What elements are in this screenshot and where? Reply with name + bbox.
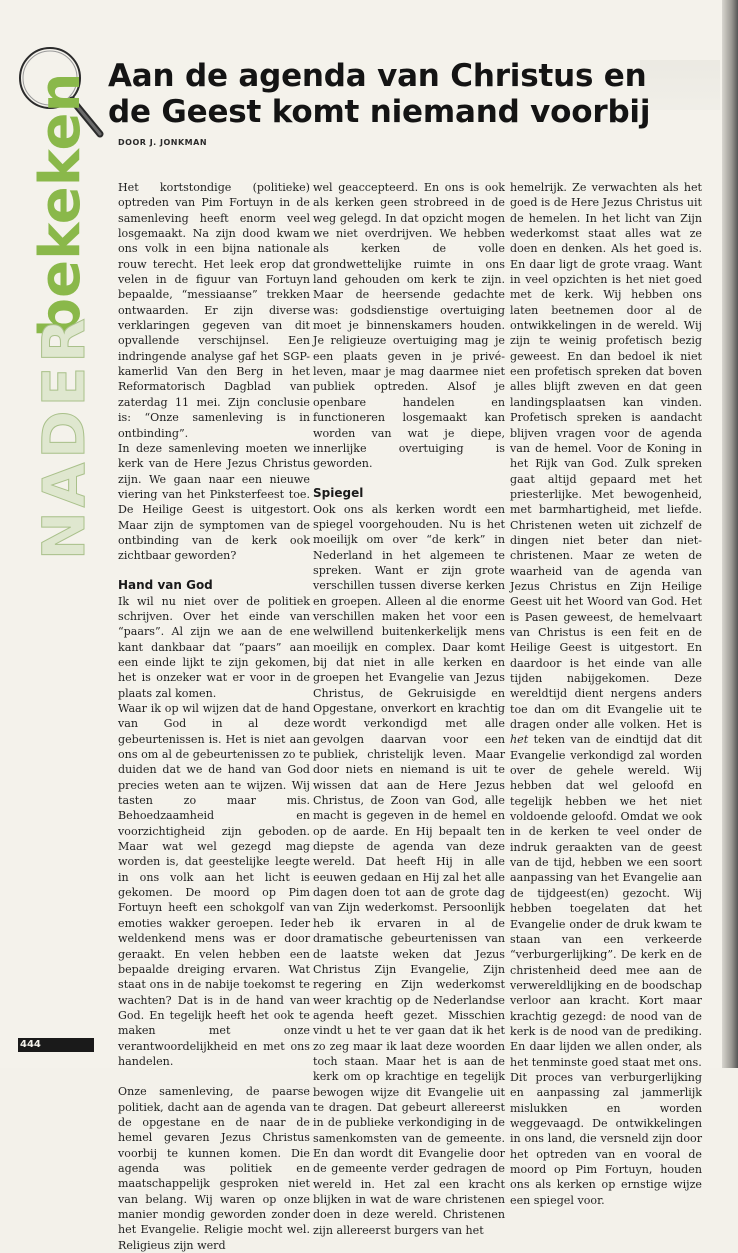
text-column-3 bbox=[510, 180, 702, 1208]
text-column-1 bbox=[118, 180, 310, 1253]
page-edge-shadow bbox=[722, 0, 738, 1068]
paragraph: Onze samenleving, de paarse politiek, dacht aan de agenda van de opgestane en de naar de hemel gevaren Jezus Christus voorbij te kunnen komen. Die agenda was politiek en maatschappelijk gesproken niet van belang. Wij waren op onze manier mondig geworden zonder het Evangelie. Religie mocht wel. Religieus zijn werd bbox=[118, 1085, 310, 1252]
paragraph: In deze samenleving moeten we kerk van de Here Jezus Christus zijn. We gaan naar een nieuwe viering van het Pinksterfeest toe. De Heilige Geest is uitgestort. Maar zijn de symptomen van de ontbinding van de kerk ook zichtbaar geworden? bbox=[118, 441, 310, 563]
paragraph: Ook ons als kerken wordt een spiegel voorgehouden. Nu is het moeilijk om over “de kerk” in Nederland in het algemeen te spreken. Want er zijn grote verschillen tussen diverse kerken en groepen. Alleen al die enorme verschillen maken het voor een welwillend buitenkerkelijk mens moeilijk en complex. Daar komt bij dat niet in alle kerken en groepen het Evangelie van Jezus Christus, de Gekruisigde en Opgestane, onverkort en krachtig wordt verkondigd met alle gevolgen daarvan voor een publiek, christelijk leven. Maar door niets en niemand is uit te wissen dat aan de Here Jezus Christus, de Zoon van God, alle macht is gegeven in de hemel en op de aarde. En Hij bepaalt ten diepste de agenda van deze wereld. Dat heeft Hij in alle eeuwen gedaan en Hij zal het alle dagen doen tot aan de grote dag van Zijn wederkomst. Persoonlijk heb ik ervaren in al de dramatische gebeurtenissen van de laatste weken dat Jezus Christus Zijn Evangelie, Zijn regering en Zijn wederkomst weer krachtig op de Nederlandse agenda heeft gezet. Misschien vindt u het te ver gaan dat ik het zo zeg maar ik laat deze woorden toch staan. Maar het is aan de kerk om op krachtige en tegelijk bewogen wijze dit Evangelie uit te dragen. Dat gebeurt allereerst in de publieke verkondiging in de samenkomsten van de gemeente. En dan wordt dit Evangelie door de gemeente verder gedragen de wereld in. Het zal een kracht blijken in wat de ware christenen doen in deze wereld. Christenen zijn allereerst burgers van het bbox=[313, 502, 505, 1237]
paragraph: wel geaccepteerd. En ons is ook als kerken geen strobreed in de weg gelegd. In dat opzicht mogen we niet overdrijven. We hebben als kerken de volle grondwettelijke ruimte in ons land gehouden om kerk te zijn. Maar de heersende gedachte was: godsdienstige overtuiging moet je binnenskamers houden. Je religieuze overtuiging mag je een plaats geven in je privé-leven, maar je mag daarmee niet publiek optreden. Alsof je openbare handelen en functioneren losgemaakt kan worden van wat je diepe, innerlijke overtuiging is geworden. bbox=[313, 181, 505, 471]
paragraph: Dit proces van verburgerlijking en aanpassing zal jammerlijk mislukken en worden weggevaagd. De ontwikkelingen in ons land, die versneld zijn door het optreden van en vooral de moord op Pim Fortuyn, houden ons als kerken op ernstige wijze een spiegel voor. bbox=[510, 1070, 702, 1207]
section-label-bekeken: bekeken bbox=[28, 72, 93, 338]
paragraph: Waar ik op wil wijzen dat de hand van God in al deze gebeurtenissen is. Het is niet aan ons om al de gebeurtenissen zo te duiden dat we de hand van God precies weten aan te wijzen. Wij tasten zo maar mis. Behoedzaamheid en voorzichtigheid zijn geboden. Maar wat wel gezegd mag worden is, dat geestelijke leegte in ons volk aan het licht is gekomen. De moord op Pim Fortuyn heeft een schokgolf van emoties wakker geroepen. Ieder weldenkend mens was er door geraakt. En velen hebben een bepaalde dreiging ervaren. Wat staat ons in de nabije toekomst te wachten? Dat is in de hand van God. En tegelijk heeft het ook te maken met onze verantwoordelijkheid en met ons handelen. bbox=[118, 702, 310, 1068]
article-author: DOOR J. JONKMAN bbox=[118, 138, 208, 147]
paragraph bbox=[510, 180, 702, 1070]
paragraph: Het kortstondige (politieke) optreden van Pim Fortuyn in de samenleving heeft enorm veel losgemaakt. Na zijn dood kwam ons volk in een bijna nationale rouw terecht. Het leek erop dat velen in de figuur van Fortuyn bepaalde, “messiaanse” trekken ontwaarden. Er zijn diverse verklaringen gegeven van dit opvallende verschijnsel. Een indringende analyse gaf het SGP-kamerlid Van den Berg in het Reformatorisch Dagblad van zaterdag 11 mei. Zijn conclusie is: “Onze samenleving is in ontbinding”. bbox=[118, 181, 310, 440]
text-column-2 bbox=[313, 180, 505, 1238]
subheading-hand-van-god: Hand van God bbox=[118, 577, 213, 592]
emphasis: het bbox=[510, 733, 529, 747]
paragraph-text: teken van de eindtijd dat dit Evangelie verkondigd zal worden over de gehele wereld. Wij hebben dat wel geloofd en tegelijk hebben we het niet voldoende geloofd. Omdat we ook in de kerken te veel onder de indruk geraakten van de geest van de tijd, hebben we een soort aanpassing van het Evangelie aan de tijdgeest(en) gezocht. Wij hebben toegelaten dat het Evangelie onder de druk kwam te staan van een verkeerde “verburgerlijking”. De kerk en de christenheid deed mee aan de verwereldlijking en de boodschap verloor aan kracht. Kort maar krachtig gezegd: de nood van de kerk is de nood van de prediking. En daar lijden we allen onder, als het tenminste goed staat met ons. bbox=[510, 733, 702, 1069]
subheading-spiegel: Spiegel bbox=[313, 485, 364, 500]
paragraph-text: hemelrijk. Ze verwachten als het goed is de Here Jezus Christus uit de hemelen. In het licht van Zijn wederkomst staat alles wat ze doen en denken. Als het goed is. En daar ligt de grote vraag. Want in veel opzichten is het niet goed met de kerk. Wij hebben ons laten beetnemen door al de ontwikkelingen in de wereld. Wij zijn te weinig profetisch bezig geweest. En dan bedoel ik niet een profetisch spreken dat boven alles blijft zweven en dat geen landingsplaatsen kan vinden. Profetisch spreken is aandacht blijven vragen voor de agenda van de hemel. Voor de Koning in het Rijk van God. Zulk spreken gaat altijd gepaard met het priesterlijke. Met bewogenheid, met barmhartigheid, met liefde. Christenen weten uit zichzelf de dingen niet beter dan niet-christenen. Maar ze weten de waarheid van de agenda van Jezus Christus en Zijn Heilige Geest uit het Woord van God. Het is Pasen geweest, de hemelvaart van Christus is een feit en de Heilige Geest is uitgestort. En daardoor is het einde van alle tijden nabijgekomen. Deze wereldtijd dient nergens anders toe dan om dit Evangelie uit te dragen onder alle volken. Het is bbox=[510, 181, 702, 732]
section-label-nader: NADER bbox=[30, 314, 98, 560]
page-number: 444 bbox=[18, 1038, 94, 1052]
paragraph: Ik wil nu niet over de politiek schrijven. Over het einde van “paars”. Al zijn we aan de ene kant dankbaar dat “paars” aan een einde lijkt te zijn gekomen, het is onzeker wat er voor in de plaats zal komen. bbox=[118, 594, 310, 700]
article-title: Aan de agenda van Christus en de Geest komt niemand voorbij bbox=[108, 58, 651, 130]
